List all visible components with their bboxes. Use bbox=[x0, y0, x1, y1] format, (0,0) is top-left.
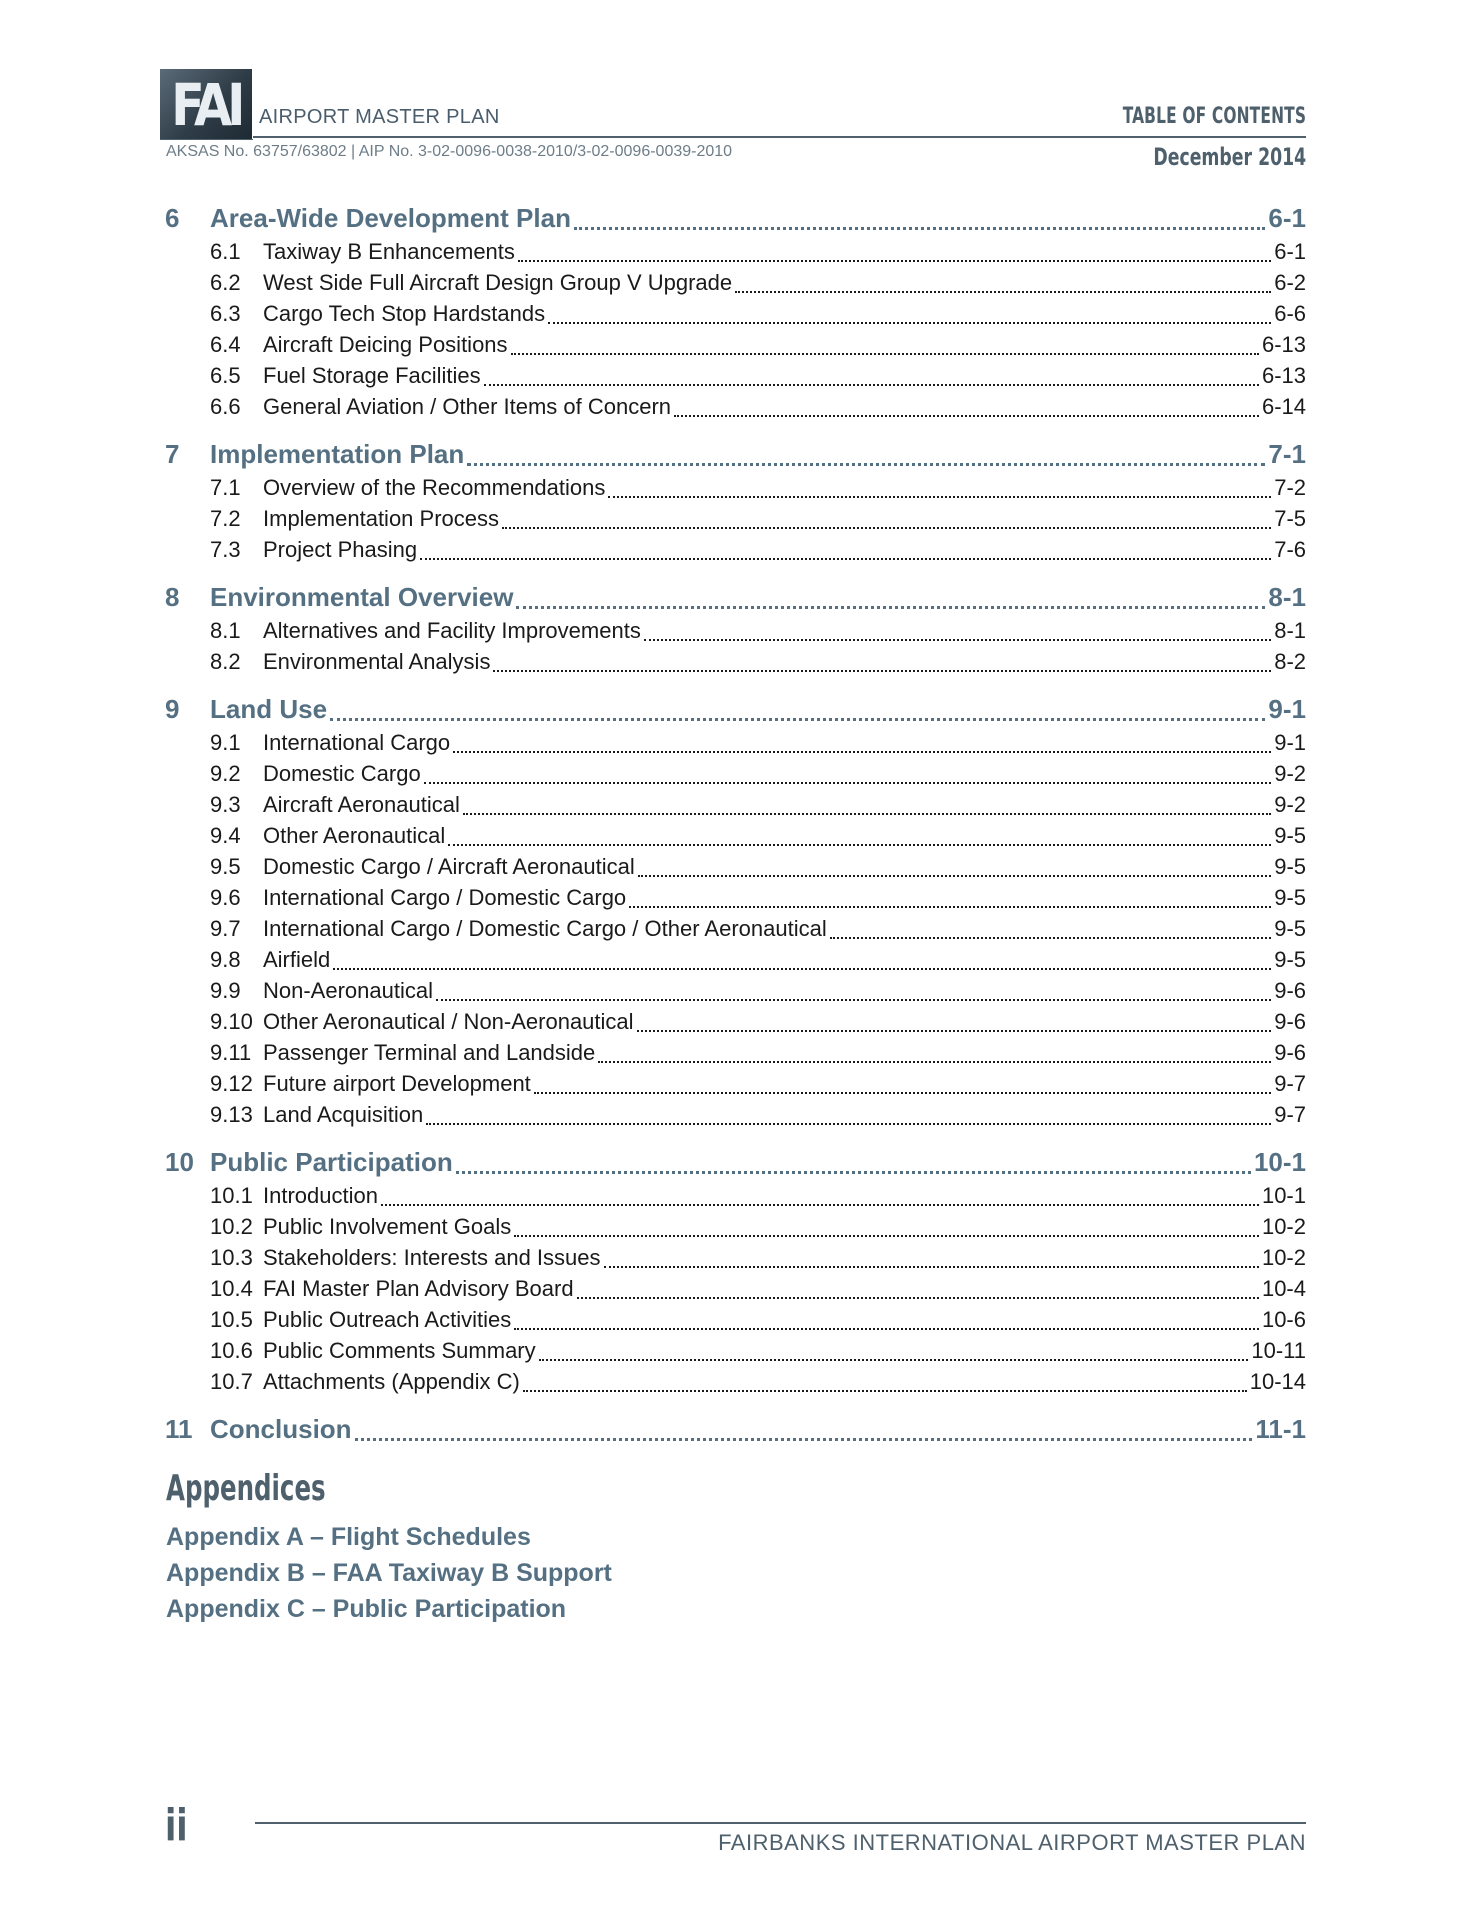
toc-section-entry[interactable] bbox=[165, 1276, 1306, 1307]
entry-title: Conclusion bbox=[210, 1414, 352, 1444]
dot-leader bbox=[638, 875, 1271, 877]
dot-leader bbox=[426, 1123, 1271, 1125]
entry-page-number: 9-7 bbox=[1274, 1071, 1306, 1096]
toc-section-entry[interactable] bbox=[165, 761, 1306, 792]
dot-leader bbox=[467, 463, 1265, 466]
entry-page-number: 6-13 bbox=[1261, 332, 1306, 357]
entry-number: 6.1 bbox=[210, 239, 241, 264]
dot-leader bbox=[644, 639, 1271, 641]
entry-title: Environmental Analysis bbox=[263, 649, 491, 674]
toc-section-entry[interactable] bbox=[165, 649, 1306, 680]
toc-chapter-group bbox=[165, 439, 1306, 568]
entry-page-number: 9-6 bbox=[1274, 1009, 1306, 1034]
toc-chapter-entry[interactable] bbox=[165, 439, 1306, 475]
dot-leader bbox=[574, 227, 1265, 230]
dot-leader bbox=[424, 782, 1271, 784]
entry-title: West Side Full Aircraft Design Group V Upgrade bbox=[263, 270, 733, 295]
dot-leader bbox=[735, 291, 1271, 293]
toc-chapter-group bbox=[165, 582, 1306, 680]
dot-leader bbox=[523, 1390, 1247, 1392]
entry-page-number: 7-5 bbox=[1274, 506, 1306, 531]
entry-page-number: 10-1 bbox=[1253, 1147, 1306, 1177]
appendix-c-link[interactable]: Appendix C – Public Participation bbox=[166, 1595, 567, 1623]
toc-chapter-entry[interactable] bbox=[165, 582, 1306, 618]
dot-leader bbox=[604, 1266, 1259, 1268]
entry-title: Stakeholders: Interests and Issues bbox=[263, 1245, 601, 1270]
dot-leader bbox=[436, 999, 1271, 1001]
entry-page-number: 10-1 bbox=[1261, 1183, 1306, 1208]
dot-leader bbox=[534, 1092, 1271, 1094]
toc-section-entry[interactable] bbox=[165, 1009, 1306, 1040]
entry-title: Fuel Storage Facilities bbox=[263, 363, 481, 388]
toc-section-entry[interactable] bbox=[165, 1040, 1306, 1071]
entry-page-number: 9-2 bbox=[1274, 761, 1306, 786]
dot-leader bbox=[548, 322, 1271, 324]
toc-section-entry[interactable] bbox=[165, 1307, 1306, 1338]
entry-title: Taxiway B Enhancements bbox=[263, 239, 515, 264]
entry-number: 6.3 bbox=[210, 301, 241, 326]
dot-leader bbox=[514, 1235, 1259, 1237]
toc-section-entry[interactable] bbox=[165, 475, 1306, 506]
toc-section-entry[interactable] bbox=[165, 332, 1306, 363]
entry-number: 11 bbox=[165, 1414, 193, 1444]
toc-section-entry[interactable] bbox=[165, 537, 1306, 568]
entry-title: Public Outreach Activities bbox=[263, 1307, 512, 1332]
entry-number: 9.10 bbox=[210, 1009, 253, 1034]
dot-leader bbox=[453, 751, 1271, 753]
entry-title: Overview of the Recommendations bbox=[263, 475, 606, 500]
entry-number: 9.5 bbox=[210, 854, 241, 879]
toc-section-entry[interactable] bbox=[165, 1245, 1306, 1276]
entry-title: Future airport Development bbox=[263, 1071, 531, 1096]
toc-section-entry[interactable] bbox=[165, 1183, 1306, 1214]
toc-chapter-entry[interactable] bbox=[165, 694, 1306, 730]
toc-section-entry[interactable] bbox=[165, 1338, 1306, 1369]
dot-leader bbox=[637, 1030, 1272, 1032]
entry-number: 9.1 bbox=[210, 730, 241, 755]
toc-section-entry[interactable] bbox=[165, 363, 1306, 394]
entry-number: 9 bbox=[165, 694, 180, 724]
entry-number: 7.3 bbox=[210, 537, 241, 562]
logo-text: FAI bbox=[171, 71, 241, 139]
entry-number: 9.9 bbox=[210, 978, 241, 1003]
entry-number: 9.11 bbox=[210, 1040, 252, 1065]
entry-page-number: 6-1 bbox=[1274, 239, 1306, 264]
entry-title: Other Aeronautical / Non-Aeronautical bbox=[263, 1009, 634, 1034]
entry-title: Other Aeronautical bbox=[263, 823, 446, 848]
dot-leader bbox=[514, 1328, 1259, 1330]
entry-title: Land Use bbox=[210, 694, 328, 724]
entry-page-number: 9-5 bbox=[1274, 823, 1306, 848]
toc-section-entry[interactable] bbox=[165, 947, 1306, 978]
toc-section-entry[interactable] bbox=[165, 730, 1306, 761]
dot-leader bbox=[830, 937, 1271, 939]
toc-section-entry[interactable] bbox=[165, 885, 1306, 916]
appendices-list bbox=[166, 1519, 612, 1627]
entry-number: 10 bbox=[165, 1147, 194, 1177]
entry-page-number: 8-1 bbox=[1274, 618, 1306, 643]
dot-leader bbox=[577, 1297, 1259, 1299]
entry-page-number: 6-6 bbox=[1274, 301, 1306, 326]
entry-number: 10.4 bbox=[210, 1276, 253, 1301]
toc-chapter-entry[interactable] bbox=[165, 1147, 1306, 1183]
entry-number: 6 bbox=[165, 203, 180, 233]
dot-leader bbox=[608, 496, 1271, 498]
dot-leader bbox=[493, 670, 1271, 672]
entry-page-number: 6-2 bbox=[1274, 270, 1306, 295]
dot-leader bbox=[539, 1359, 1249, 1361]
entry-title: FAI Master Plan Advisory Board bbox=[263, 1276, 574, 1301]
entry-title: Project Phasing bbox=[263, 537, 418, 562]
entry-number: 9.7 bbox=[210, 916, 241, 941]
entry-page-number: 7-1 bbox=[1268, 439, 1306, 469]
entry-page-number: 7-6 bbox=[1274, 537, 1306, 562]
entry-page-number: 9-5 bbox=[1274, 947, 1306, 972]
dot-leader bbox=[463, 813, 1271, 815]
dot-leader bbox=[456, 1171, 1251, 1174]
entry-title: General Aviation / Other Items of Concern bbox=[263, 394, 672, 419]
entry-page-number: 9-6 bbox=[1274, 978, 1306, 1003]
dot-leader bbox=[333, 968, 1271, 970]
dot-leader bbox=[355, 1438, 1253, 1441]
toc-chapter-group bbox=[165, 1147, 1306, 1400]
header-divider bbox=[253, 136, 1306, 138]
footer-divider bbox=[255, 1822, 1306, 1824]
entry-number: 9.12 bbox=[210, 1071, 253, 1096]
entry-title: Attachments (Appendix C) bbox=[263, 1369, 520, 1394]
entry-title: Domestic Cargo / Aircraft Aeronautical bbox=[263, 854, 635, 879]
entry-title: Alternatives and Facility Improvements bbox=[263, 618, 641, 643]
dot-leader bbox=[448, 844, 1271, 846]
entry-number: 6.6 bbox=[210, 394, 241, 419]
toc-section-entry[interactable] bbox=[165, 239, 1306, 270]
toc-section-entry[interactable] bbox=[165, 823, 1306, 854]
toc-section-entry[interactable] bbox=[165, 1214, 1306, 1245]
entry-page-number: 8-1 bbox=[1268, 582, 1306, 612]
toc-section-entry[interactable] bbox=[165, 792, 1306, 823]
entry-title: Environmental Overview bbox=[210, 582, 514, 612]
entry-title: Public Participation bbox=[210, 1147, 453, 1177]
entry-number: 9.8 bbox=[210, 947, 241, 972]
entry-number: 7 bbox=[165, 439, 180, 469]
header-title: AIRPORT MASTER PLAN bbox=[259, 106, 500, 128]
entry-number: 10.3 bbox=[210, 1245, 253, 1270]
entry-page-number: 9-6 bbox=[1274, 1040, 1306, 1065]
entry-page-number: 10-2 bbox=[1261, 1214, 1306, 1239]
entry-number: 9.2 bbox=[210, 761, 241, 786]
entry-page-number: 6-13 bbox=[1261, 363, 1306, 388]
toc-section-entry[interactable] bbox=[165, 1369, 1306, 1400]
entry-page-number: 9-5 bbox=[1274, 885, 1306, 910]
appendices-heading: Appendices bbox=[166, 1468, 326, 1509]
entry-number: 8.1 bbox=[210, 618, 241, 643]
entry-number: 10.2 bbox=[210, 1214, 253, 1239]
entry-title: Implementation Plan bbox=[210, 439, 465, 469]
entry-number: 6.2 bbox=[210, 270, 241, 295]
entry-number: 8 bbox=[165, 582, 180, 612]
header-project-numbers: AKSAS No. 63757/63802 | AIP No. 3-02-0096-0038-2010/3-02-0096-0039-2010 bbox=[166, 143, 733, 160]
appendix-a-link[interactable]: Appendix A – Flight Schedules bbox=[166, 1523, 531, 1551]
toc-section-entry[interactable] bbox=[165, 301, 1306, 332]
entry-page-number: 9-1 bbox=[1268, 694, 1306, 724]
dot-leader bbox=[484, 384, 1259, 386]
entry-title: Aircraft Aeronautical bbox=[263, 792, 460, 817]
entry-title: Implementation Process bbox=[263, 506, 499, 531]
entry-page-number: 10-6 bbox=[1261, 1307, 1306, 1332]
entry-title: International Cargo bbox=[263, 730, 451, 755]
toc-chapter-group bbox=[165, 203, 1306, 425]
dot-leader bbox=[598, 1061, 1271, 1063]
entry-number: 6.5 bbox=[210, 363, 241, 388]
toc-section-entry[interactable] bbox=[165, 1102, 1306, 1133]
entry-number: 9.13 bbox=[210, 1102, 253, 1127]
entry-number: 9.6 bbox=[210, 885, 241, 910]
entry-page-number: 9-5 bbox=[1274, 916, 1306, 941]
toc-chapter-entry[interactable] bbox=[165, 1414, 1306, 1450]
toc-section-entry[interactable] bbox=[165, 978, 1306, 1009]
toc-chapter-group bbox=[165, 1414, 1306, 1450]
entry-title: Cargo Tech Stop Hardstands bbox=[263, 301, 546, 326]
appendix-b-link[interactable]: Appendix B – FAA Taxiway B Support bbox=[166, 1559, 612, 1587]
toc-section-entry[interactable] bbox=[165, 854, 1306, 885]
entry-number: 8.2 bbox=[210, 649, 241, 674]
entry-title: Airfield bbox=[263, 947, 331, 972]
entry-page-number: 10-11 bbox=[1251, 1338, 1306, 1363]
dot-leader bbox=[381, 1204, 1259, 1206]
entry-page-number: 10-2 bbox=[1261, 1245, 1306, 1270]
toc-chapter-group bbox=[165, 694, 1306, 1133]
dot-leader bbox=[511, 353, 1259, 355]
entry-number: 9.3 bbox=[210, 792, 241, 817]
dot-leader bbox=[420, 558, 1271, 560]
dot-leader bbox=[502, 527, 1271, 529]
dot-leader bbox=[629, 906, 1271, 908]
toc-section-entry[interactable] bbox=[165, 270, 1306, 301]
page-number: ii bbox=[165, 1800, 188, 1851]
toc-chapter-entry[interactable] bbox=[165, 203, 1306, 239]
entry-page-number: 9-5 bbox=[1274, 854, 1306, 879]
header-section-title: TABLE OF CONTENTS bbox=[1122, 104, 1306, 129]
entry-title: Public Involvement Goals bbox=[263, 1214, 512, 1239]
entry-title: Land Acquisition bbox=[263, 1102, 424, 1127]
toc-section-entry[interactable] bbox=[165, 1071, 1306, 1102]
toc-section-entry[interactable] bbox=[165, 506, 1306, 537]
entry-title: International Cargo / Domestic Cargo / Other Aeronautical bbox=[263, 916, 827, 941]
entry-number: 6.4 bbox=[210, 332, 241, 357]
entry-page-number: 6-1 bbox=[1268, 203, 1306, 233]
fai-logo bbox=[160, 69, 252, 139]
entry-page-number: 9-7 bbox=[1274, 1102, 1306, 1127]
toc-section-entry[interactable] bbox=[165, 394, 1306, 425]
entry-page-number: 9-1 bbox=[1274, 730, 1306, 755]
dot-leader bbox=[674, 415, 1259, 417]
entry-number: 10.1 bbox=[210, 1183, 253, 1208]
entry-number: 10.5 bbox=[210, 1307, 253, 1332]
entry-page-number: 11-1 bbox=[1255, 1414, 1306, 1444]
toc-section-entry[interactable] bbox=[165, 618, 1306, 649]
header-divider-left bbox=[160, 139, 253, 140]
entry-number: 10.7 bbox=[210, 1369, 253, 1394]
dot-leader bbox=[330, 718, 1265, 721]
header-date: December 2014 bbox=[1153, 143, 1306, 171]
entry-title: Domestic Cargo bbox=[263, 761, 421, 786]
table-of-contents bbox=[165, 203, 1306, 1450]
entry-page-number: 9-2 bbox=[1274, 792, 1306, 817]
footer-title: FAIRBANKS INTERNATIONAL AIRPORT MASTER PLAN bbox=[718, 1830, 1306, 1855]
entry-title: International Cargo / Domestic Cargo bbox=[263, 885, 627, 910]
entry-title: Passenger Terminal and Landside bbox=[263, 1040, 596, 1065]
entry-title: Introduction bbox=[263, 1183, 378, 1208]
dot-leader bbox=[516, 606, 1265, 609]
entry-number: 7.2 bbox=[210, 506, 241, 531]
entry-title: Non-Aeronautical bbox=[263, 978, 433, 1003]
entry-page-number: 7-2 bbox=[1274, 475, 1306, 500]
entry-number: 7.1 bbox=[210, 475, 241, 500]
entry-number: 9.4 bbox=[210, 823, 241, 848]
entry-page-number: 10-14 bbox=[1249, 1369, 1306, 1394]
dot-leader bbox=[518, 260, 1271, 262]
entry-number: 10.6 bbox=[210, 1338, 253, 1363]
entry-page-number: 8-2 bbox=[1274, 649, 1306, 674]
toc-section-entry[interactable] bbox=[165, 916, 1306, 947]
entry-title: Aircraft Deicing Positions bbox=[263, 332, 508, 357]
entry-title: Area-Wide Development Plan bbox=[210, 203, 571, 233]
entry-page-number: 10-4 bbox=[1261, 1276, 1306, 1301]
entry-page-number: 6-14 bbox=[1261, 394, 1306, 419]
entry-title: Public Comments Summary bbox=[263, 1338, 536, 1363]
